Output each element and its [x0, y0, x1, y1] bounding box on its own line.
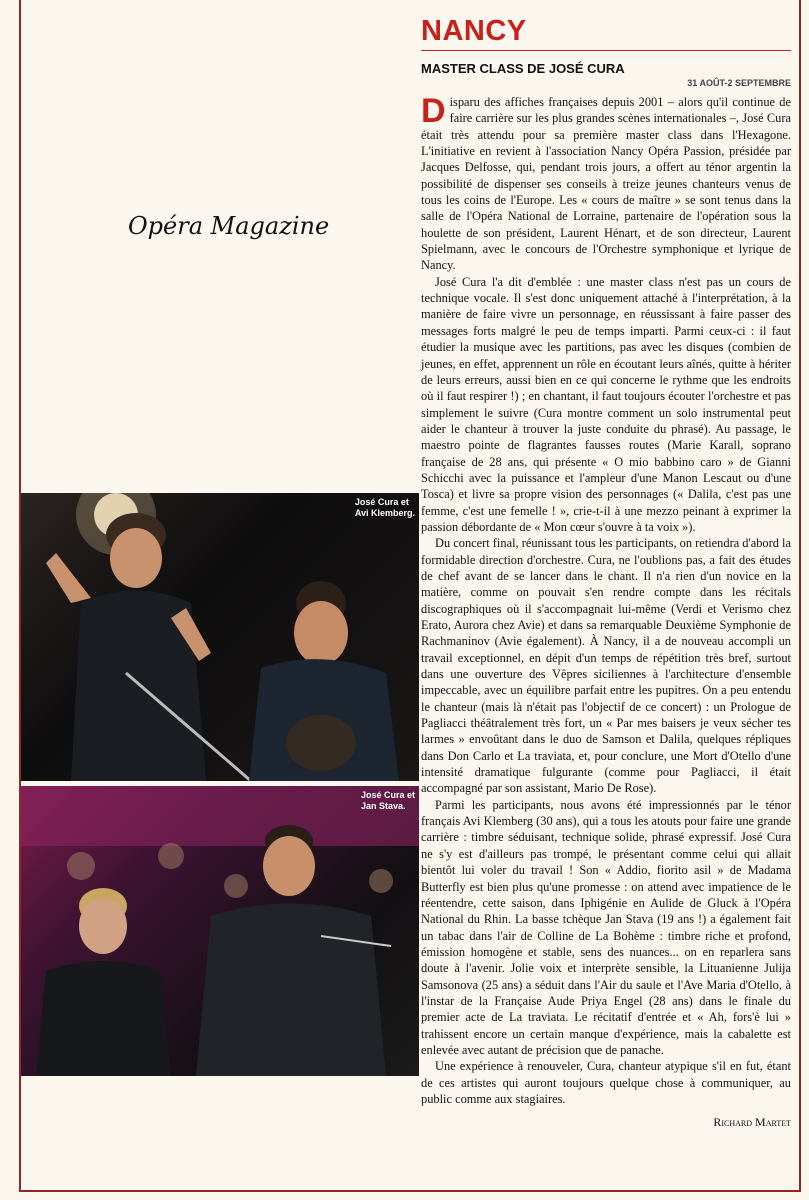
caption-line: José Cura et [354, 497, 409, 507]
article-body [421, 94, 791, 1107]
caption-line: Avi Klemberg. [354, 508, 415, 518]
paragraph-1-text: isparu des affiches françaises depuis 2001 – alors qu'il continue de faire carrière sur les plus grandes scènes internationales –, José Cura était très attendu pour sa première master class dans l'Hexagone. L'initiative en revient à l'association Nancy Opéra Passion, présidée par Jacques Delfosse, qui, pendant trois jours, a offert au ténor argentin la possibilité de dispenser ses conseils à treize jeunes chanteurs venus de tous les coins de l'Europe. Les « cours de maître » se sont tenus dans la salle de l'Opéra National de Lorraine, partenaire de l'opération sous la houlette de son président, Laurent Hénart, et de son directeur, Laurent Spielmann, avec le concours de l'Orchestre symphonique et lyrique de Nancy. [421, 95, 791, 273]
photo-cura-klemberg [21, 493, 419, 781]
photo-caption-1 [355, 497, 415, 519]
photo-cura-stava [21, 786, 419, 1076]
paragraph-2: José Cura l'a dit d'emblée : une master class n'est pas un cours de technique vocale. Il s'est donc uniquement attaché à l'interprétation, à la manière de faire vivre un personnage, en réussissant à faire passer des messages forts malgré le peu de temps imparti. Parmi ceux-ci : il faut étudier la musique avec les partitions, pas avec les disques (combien de jeunes, en effet, apprennent un rôle en écoutant leurs aînés, quitte à hériter de leurs erreurs, aussi bien en ce qui concerne le rythme que les endroits où il faut respirer !) ; en chantant, il faut toujours écouter l'orchestre et pas simplement le suivre (Cura montre comment un solo instrumental peut aider le chanteur à trouver la juste conduite du phrasé). Au passage, le maestro pointe de flagrantes fausses routes (Marie Karall, soprano française de 28 ans, qui présente « O mio babbino caro » de Gianni Schicchi avec la puissance et l'ampleur d'une Manon Lescaut ou d'une Tosca) et livre sa propre vision des personnages (« Dalila, c'est pas une femme, c'est une femelle ! », crie-t-il à une mezzo peinant à exprimer la passion débordante de « Mon cœur s'ouvre à ta voix »). [421, 274, 791, 534]
photo-cura-klemberg-image [21, 493, 419, 781]
author-signature: Richard Martet [713, 1115, 791, 1130]
article-dates: 31 AOÛT-2 SEPTEMBRE [687, 78, 791, 88]
caption-line: Jan Stava. [360, 801, 406, 811]
paragraph-5: Une expérience à renouveler, Cura, chanteur atypique s'il en fut, étant de ces artistes qui auront toujours quelque chose à communiquer, au public comme aux stagiaires. [421, 1059, 791, 1106]
article-title: MASTER CLASS DE JOSÉ CURA [421, 61, 625, 76]
caption-line: José Cura et [360, 790, 415, 800]
masthead: Opéra Magazine [128, 212, 330, 240]
paragraph-1 [421, 94, 791, 274]
paragraph-3: Du concert final, réunissant tous les participants, on retiendra d'abord la formidable direction d'orchestre. Cura, ne l'oublions pas, a fait des études de chef avant de se lancer dans le chant. Il n'a rien d'un novice en la matière, comme on pouvait s'en rendre compte dans les récitals discographiques où il s'accompagnait lui-même (Verdi et Verismo chez Erato, Aurora chez Avie) et dans sa remarquable Deuxième Symphonie de Rachmaninov (Avie également). À Nancy, il a de nouveau accompli un travail exceptionnel, en dépit d'un temps de répétition très bref, surtout dans une ouverture des Vêpres siciliennes à l'architecture d'ensemble impeccable, avec un équilibre parfait entre les pupitres. On a peu entendu le chanteur (mais là n'était pas l'objectif de ce concert) : un Prologue de Pagliacci théâtralement très fort, un « Par mes baisers je veux sécher tes larmes » envoûtant dans le duo de Samson et Dalila, quelques répliques dans Don Carlo et La traviata, et, pour conclure, une Mort d'Otello d'une intensité dramatique fulgurante (comme pour Pagliacci, il était accompagné par son assistant, Mario De Rose). [421, 536, 791, 796]
photo-caption-2 [361, 790, 415, 812]
photo-cura-stava-image [21, 786, 419, 1076]
drop-cap: D [421, 92, 446, 130]
city-heading: NANCY [421, 14, 791, 51]
article-column [421, 14, 791, 1130]
paragraph-4: Parmi les participants, nous avons été impressionnés par le ténor français Avi Klemberg (30 ans), qui a tous les atouts pour faire une grande carrière : timbre séduisant, technique solide, phrasé expressif. José Cura ne s'y est d'ailleurs pas trompé, le présentant comme celui qui allait bientôt lui voler du travail ! Son « Addio, fiorito asil » de Madama Butterfly est bien plus qu'une promesse : on attend avec impatience de le réentendre, cette saison, dans Iphigénie en Aulide de Gluck à l'Opéra National du Rhin. La basse tchèque Jan Stava (19 ans !) a également fait un tabac dans l'air de Colline de La Bohème : timbre riche et profond, émission homogène et stable, sens des nuances... on en reparlera sans doute à l'avenir. Jolie voix et interprète sensible, la Lituanienne Julija Samsonova (25 ans) a séduit dans l'Air du saule et l'Ave Maria d'Otello, à l'instar de la Française Aude Priya Engel (28 ans) dans le finale du premier acte de La traviata. Le récitatif d'entrée et « Ah, fors'è lui » trahissent encore un certain manque d'expérience, mais la cabalette est enlevée avec autant de précision que de panache. [421, 797, 791, 1057]
